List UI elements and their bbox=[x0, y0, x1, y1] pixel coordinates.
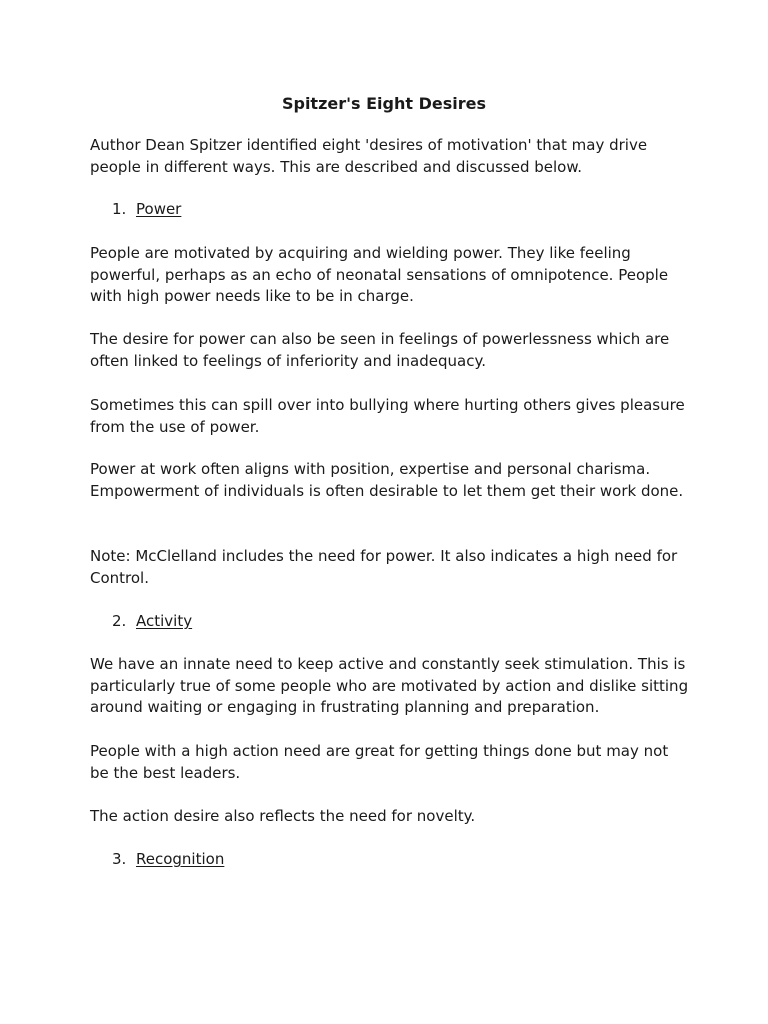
section-number: 3. bbox=[112, 850, 127, 868]
paragraph: People with a high action need are great for getting things done but may not be the best leaders. bbox=[90, 742, 669, 782]
paragraph: Note: McClelland includes the need for power. It also indicates a high need for Control. bbox=[90, 547, 678, 587]
paragraph: Power at work often aligns with position, expertise and personal charisma. Empowerment of individuals is often desirable to let them get their work done. bbox=[90, 460, 684, 500]
paragraph: The action desire also reflects the need for novelty. bbox=[90, 807, 476, 825]
section-number: 1. bbox=[112, 200, 127, 218]
section-number: 2. bbox=[112, 612, 127, 630]
section-heading-power bbox=[112, 199, 181, 221]
paragraph: We have an innate need to keep active and constantly seek stimulation. This is particularly true of some people who are motivated by action and dislike sitting around waiting or engaging in frustrating planning and preparation. bbox=[90, 655, 689, 717]
section-title: Recognition bbox=[136, 850, 225, 868]
section-title: Power bbox=[136, 200, 182, 218]
section-title: Activity bbox=[136, 612, 193, 630]
paragraph: The desire for power can also be seen in feelings of powerlessness which are often linked to feelings of inferiority and inadequacy. bbox=[90, 330, 670, 370]
intro-paragraph: Author Dean Spitzer identified eight 'desires of motivation' that may drive people in different ways. This are described and discussed below. bbox=[90, 136, 648, 176]
paragraph: People are motivated by acquiring and wielding power. They like feeling powerful, perhaps as an echo of neonatal sensations of omnipotence. People with high power needs like to be in charge. bbox=[90, 244, 669, 306]
section-heading-activity bbox=[112, 611, 192, 633]
document-title: Spitzer's Eight Desires bbox=[281, 94, 487, 113]
paragraph: Sometimes this can spill over into bullying where hurting others gives pleasure from the use of power. bbox=[90, 396, 685, 436]
section-heading-recognition bbox=[112, 849, 224, 871]
